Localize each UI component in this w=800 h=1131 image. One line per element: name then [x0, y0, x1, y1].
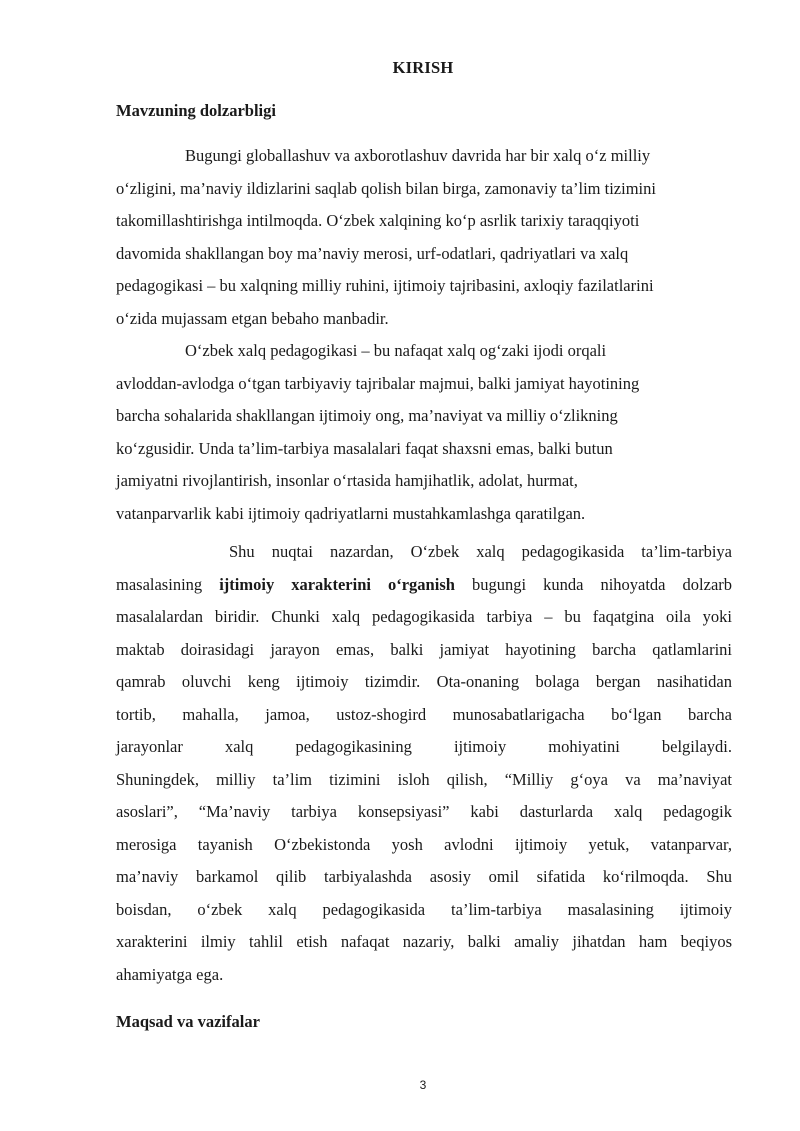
paragraph-line: xarakterini ilmiy tahlil etish nafaqat nazariy, balki amaliy jihatdan ham beqiyos [116, 932, 732, 951]
paragraph-line: avloddan-avlodga o‘tgan tarbiyaviy tajribalar majmui, balki jamiyat hayotining [116, 373, 640, 393]
paragraph-line: masalalardan biridir. Chunki xalq pedagogikasida tarbiya – bu faqatgina oila yoki [116, 607, 732, 626]
section-heading-relevance: Mavzuning dolzarbligi [116, 101, 276, 120]
page-number: 3 [419, 1078, 427, 1092]
paragraph-line: masalasining ijtimoiy xarakterini o‘rganish bugungi kunda nihoyatda dolzarb [116, 574, 733, 594]
paragraph-line: vatanparvarlik kabi ijtimoiy qadriyatlarni mustahkamlashga qaratilgan. [116, 503, 586, 523]
paragraph-line: boisdan, o‘zbek xalq pedagogikasida ta’lim-tarbiya masalasining ijtimoiy [116, 899, 732, 919]
paragraph-line: takomillashtirishga intilmoqda. O‘zbek xalqining ko‘p asrlik tarixiy taraqqiyoti [116, 211, 640, 230]
paragraph-line: qamrab oluvchi keng ijtimoiy tizimdir. Ota-onaning bolaga bergan nasihatidan [116, 672, 732, 691]
paragraph-3 [116, 536, 732, 991]
page-title: KIRISH [392, 58, 454, 77]
paragraph-line: ko‘zgusidir. Unda ta’lim-tarbiya masalalari faqat shaxsni emas, balki butun [116, 438, 613, 458]
section-heading-goals: Maqsad va vazifalar [116, 1012, 260, 1031]
paragraph-line: o‘zida mujassam etgan bebaho manbadir. [116, 308, 389, 328]
paragraph-line: Shuningdek, milliy ta’lim tizimini isloh qilish, “Milliy g‘oya va ma’naviyat [116, 769, 732, 789]
paragraph-2 [116, 335, 732, 530]
paragraph-line: davomida shakllangan boy ma’naviy merosi, urf-odatlari, qadriyatlari va xalq [116, 243, 629, 263]
paragraph-line: pedagogikasi – bu xalqning milliy ruhini, ijtimoiy tajribasini, axloqiy fazilatlarini [116, 276, 654, 295]
paragraph-line: Bugungi globallashuv va axborotlashuv davrida har bir xalq o‘z milliy [185, 146, 651, 165]
paragraph-1 [116, 140, 732, 335]
paragraph-line: barcha sohalarida shakllangan ijtimoiy ong, ma’naviyat va milliy o‘zlikning [116, 406, 618, 425]
paragraph-line: jamiyatni rivojlantirish, insonlar o‘rtasida hamjihatlik, adolat, hurmat, [116, 471, 578, 490]
paragraph-line: jarayonlar xalq pedagogikasining ijtimoiy mohiyatini belgilaydi. [116, 737, 732, 756]
emphasized-phrase: ijtimoiy xarakterini o‘rganish [219, 574, 455, 594]
paragraph-line: ahamiyatga ega. [116, 964, 224, 984]
paragraph-line: ma’naviy barkamol qilib tarbiyalashda asosiy omil sifatida ko‘rilmoqda. Shu [116, 867, 732, 886]
paragraph-line: merosiga tayanish O‘zbekistonda yosh avlodni ijtimoiy yetuk, vatanparvar, [116, 834, 732, 854]
paragraph-line: Shu nuqtai nazardan, O‘zbek xalq pedagogikasida ta’lim-tarbiya [229, 542, 732, 561]
paragraph-line: maktab doirasidagi jarayon emas, balki jamiyat hayotining barcha qatlamlarini [116, 639, 732, 659]
paragraph-line: asoslari”, “Ma’naviy tarbiya konsepsiyasi” kabi dasturlarda xalq pedagogik [116, 802, 732, 821]
paragraph-line: tortib, mahalla, jamoa, ustoz-shogird munosabatlarigacha bo‘lgan barcha [116, 704, 732, 724]
paragraph-line: O‘zbek xalq pedagogikasi – bu nafaqat xalq og‘zaki ijodi orqali [185, 341, 607, 360]
paragraph-line: o‘zligini, ma’naviy ildizlarini saqlab qolish bilan birga, zamonaviy ta’lim tizimini [116, 178, 656, 198]
